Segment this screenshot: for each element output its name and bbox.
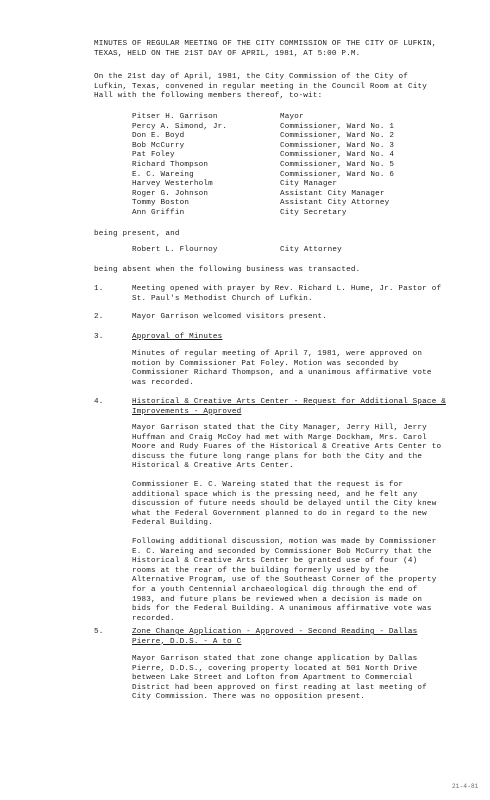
members-roster xyxy=(132,113,394,219)
item4-paragraph-3: Following additional discussion, motion was made by Commissioner E. C. Wareing and seconded by Commissioner Bob McCurry that the Historical & Creative Arts Center be granted use of four (4) rooms at the rear of the building formerly used by the Alternative Program, use of the Southeast Corner of the property for a youth Centennial archaeological dig through the end of 1983, and future plans be reviewed when a decision is made on bids for the Federal Building. A unanimous affirmative vote was recorded. xyxy=(132,538,437,623)
member-row xyxy=(132,142,394,152)
item4-paragraph-1: Mayor Garrison stated that the City Manager, Jerry Hill, Jerry Huffman and Craig McCoy had met with Marge Dockham, Mrs. Carol Moore and Rudy Fuares of the Historical & Creative Arts Center to discuss the future long range plans for both the City and the Historical & Creative Arts Center. xyxy=(132,424,442,471)
item-number: 1. xyxy=(94,285,104,293)
member-row xyxy=(132,209,394,219)
member-position: Commissioner, Ward No. 2 xyxy=(280,132,395,141)
member-name: Bob McCurry xyxy=(132,141,185,150)
member-row xyxy=(132,199,394,209)
footer-mark: 21-4-81 xyxy=(452,783,479,790)
member-name: Tommy Boston xyxy=(132,199,190,208)
member-row xyxy=(132,190,394,200)
member-name: Don E. Boyd xyxy=(132,132,185,141)
member-row xyxy=(132,161,394,171)
intro-paragraph: On the 21st day of April, 1981, the City Commission of the City of Lufkin, Texas, convened in regular meeting in the Council Room at City Hall with the following members thereof, to-wit: xyxy=(94,73,427,101)
member-position: Assistant City Attorney xyxy=(280,199,390,208)
item-text: Meeting opened with prayer by Rev. Richard L. Hume, Jr. Pastor of St. Paul's Methodist Church of Lufkin. xyxy=(132,285,442,303)
item-number: 5. xyxy=(94,628,104,636)
member-position: Mayor xyxy=(280,113,304,121)
item5-paragraph: Mayor Garrison stated that zone change application by Dallas Pierre, D.D.S., covering property located at 501 North Drive between Lake Street and Lofton from Apartment to Commercial District had been approved on first reading at last meeting of City Commission. There was no opposition present. xyxy=(132,655,427,702)
member-position: Assistant City Manager xyxy=(280,189,385,198)
item-heading: Historical & Creative Arts Center - Request for Additional Space & Improvements - Approved xyxy=(132,398,446,416)
member-name: Harvey Westerholm xyxy=(132,180,213,189)
member-row xyxy=(132,132,394,142)
member-row xyxy=(132,180,394,190)
item-number: 3. xyxy=(94,333,104,341)
member-name: Ann Griffin xyxy=(132,208,185,217)
absent-member-row xyxy=(132,246,342,256)
item-number: 2. xyxy=(94,313,104,321)
member-row xyxy=(132,151,394,161)
member-name: Percy A. Simond, Jr. xyxy=(132,122,228,131)
member-position: Commissioner, Ward No. 1 xyxy=(280,122,395,131)
absent-member-name: Robert L. Flournoy xyxy=(132,246,218,254)
member-position: City Manager xyxy=(280,180,338,189)
member-position: Commissioner, Ward No. 5 xyxy=(280,160,395,169)
being-absent-line: being absent when the following business was transacted. xyxy=(94,266,361,274)
member-row xyxy=(132,113,394,123)
member-row xyxy=(132,171,394,181)
member-name: E. C. Wareing xyxy=(132,170,194,179)
member-name: Roger G. Johnson xyxy=(132,189,209,198)
member-name: Pat Foley xyxy=(132,151,175,160)
member-row xyxy=(132,123,394,133)
item4-paragraph-2: Commissioner E. C. Wareing stated that the request is for additional space which is the pressing need, and he felt any discussion of future needs should be delayed until the City knew what the Federal Government planned to do in regard to the new Federal Building. xyxy=(132,481,437,528)
item-heading: Approval of Minutes xyxy=(132,333,223,341)
member-position: Commissioner, Ward No. 6 xyxy=(280,170,395,179)
item-number: 4. xyxy=(94,398,104,406)
item-text: Mayor Garrison welcomed visitors present. xyxy=(132,313,328,321)
member-position: Commissioner, Ward No. 4 xyxy=(280,151,395,160)
member-position: City Secretary xyxy=(280,208,347,217)
member-name: Pitser H. Garrison xyxy=(132,113,218,121)
being-present-line: being present, and xyxy=(94,230,180,238)
absent-member-position: City Attorney xyxy=(280,246,342,254)
member-position: Commissioner, Ward No. 3 xyxy=(280,141,395,150)
item-heading: Zone Change Application - Approved - Second Reading - Dallas Pierre, D.D.S. - A to C xyxy=(132,628,418,646)
document-title: MINUTES OF REGULAR MEETING OF THE CITY COMMISSION OF THE CITY OF LUFKIN, TEXAS, HELD ON THE 21ST DAY OF APRIL, 1981, AT 5:00 P.M. xyxy=(94,40,437,58)
member-name: Richard Thompson xyxy=(132,160,209,169)
item3-paragraph: Minutes of regular meeting of April 7, 1981, were approved on motion by Commissioner Pat Foley. Motion was seconded by Commissioner Richard Thompson, and a unanimous affirmative vote was recorded. xyxy=(132,350,432,387)
